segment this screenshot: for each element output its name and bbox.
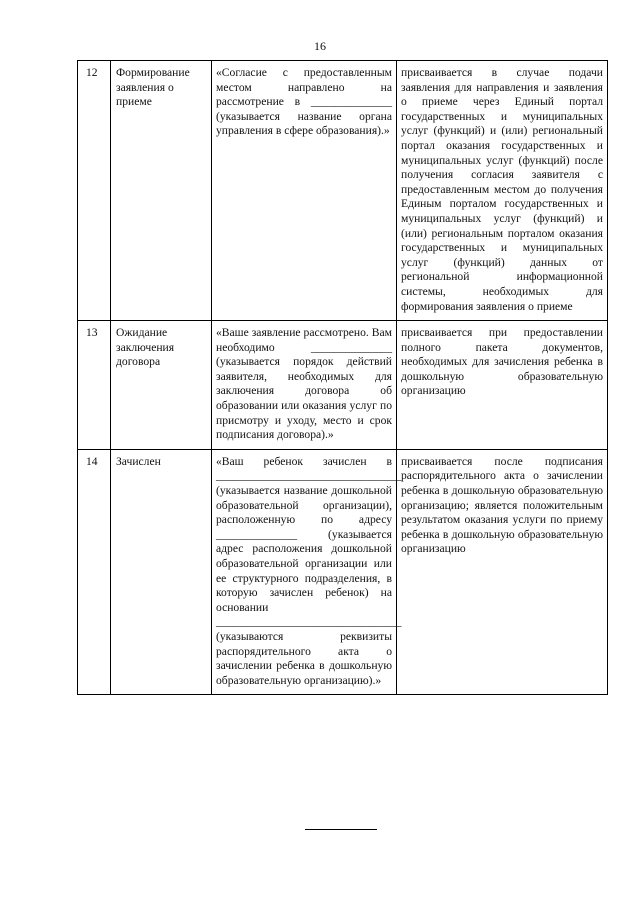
- status-table: [77, 60, 608, 695]
- table-row: [78, 321, 608, 450]
- status-condition: присваивается при предоставлении полного пакета документов, необходимых для зачисления ребенка в дошкольную образовательную организацию: [397, 321, 608, 450]
- page-number: 16: [314, 39, 326, 53]
- row-number: 13: [78, 321, 111, 450]
- status-name: Ожидание заключения договора: [111, 321, 212, 450]
- table-row: [78, 61, 608, 321]
- table-row: [78, 449, 608, 695]
- footer-divider: [305, 829, 377, 830]
- status-condition: присваивается после подписания распорядительного акта о зачислении ребенка в дошкольную образовательную организацию; является положительным результатом оказания услуги по приему ребенка в дошкольную образовательную организацию: [397, 449, 608, 695]
- status-condition: присваивается в случае подачи заявления для направления и заявления о приеме через Единый портал государственных и муниципальных услуг (функций) и (или) региональный портал оказания государственных и муниципальных услуг (функций) после получения согласия заявителя с предоставленным местом до получения Единым порталом государственных и муниципальных услуг (функций) и (или) региональным порталом оказания государственных и муниципальных услуг (функций) данных от региональной информационной системы, необходимых для формирования заявления о приеме: [397, 61, 608, 321]
- status-name: Формирование заявления о приеме: [111, 61, 212, 321]
- status-name: Зачислен: [111, 449, 212, 695]
- row-number: 12: [78, 61, 111, 321]
- status-message: «Согласие с предоставленным местом направлено на рассмотрение в ______________ (указывается название органа управления в сфере образования).»: [212, 61, 397, 321]
- status-message: «Ваш ребенок зачислен в ________________________________ (указывается название дошкольной образовательной организации), расположенную по адресу ______________ (указывается адрес расположения дошкольной образовательной организации или ее структурного подразделения, в которую зачислен ребенок) на основании ________________________________ (указываются реквизиты распорядительного акта о зачислении ребенка в дошкольную образовательную организацию).»: [212, 449, 397, 695]
- status-message: «Ваше заявление рассмотрено. Вам необходимо ______________ (указывается порядок действий заявителя, необходимых для заключения договора об образовании или оказания услуг по присмотру и уходу, место и срок подписания договора).»: [212, 321, 397, 450]
- row-number: 14: [78, 449, 111, 695]
